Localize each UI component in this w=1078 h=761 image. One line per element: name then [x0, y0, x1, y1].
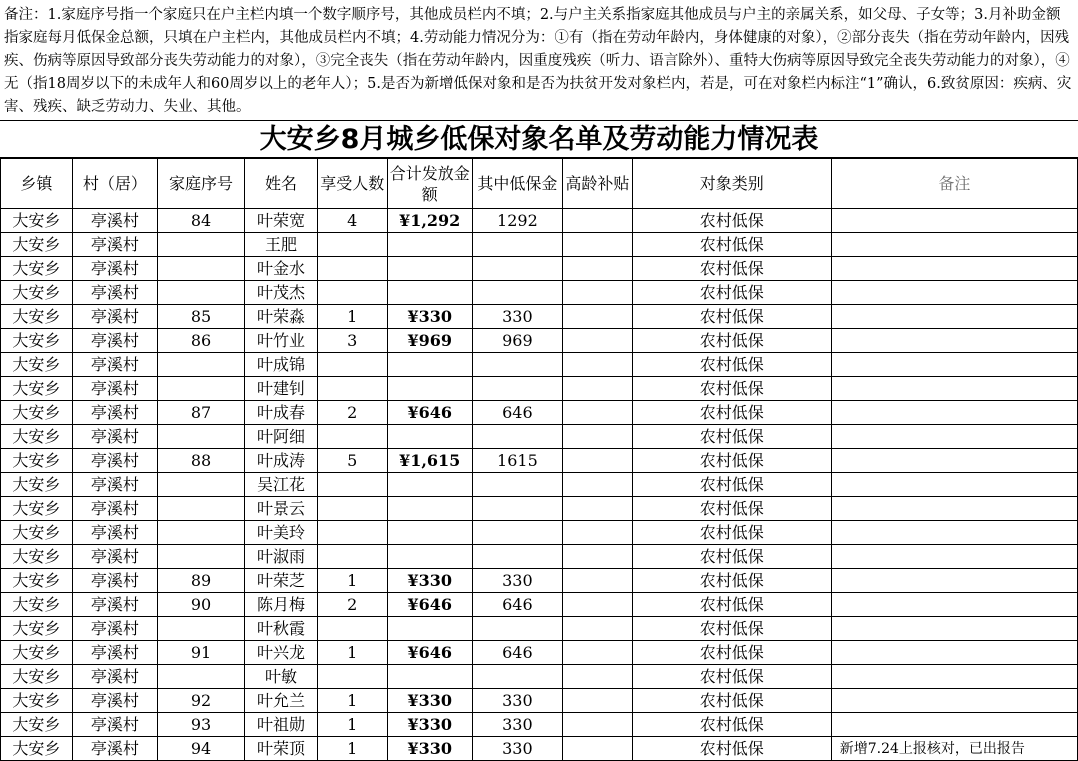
cell-town: 大安乡 [1, 593, 73, 617]
cell-total: ¥1,292 [387, 209, 472, 233]
col-header-town: 乡镇 [1, 159, 73, 209]
cell-remark [831, 305, 1077, 329]
cell-town: 大安乡 [1, 401, 73, 425]
cell-dibao [472, 473, 562, 497]
cell-remark [831, 473, 1077, 497]
cell-remark [831, 425, 1077, 449]
cell-village: 亭溪村 [72, 665, 157, 689]
cell-dibao [472, 665, 562, 689]
cell-dibao [472, 257, 562, 281]
cell-category: 农村低保 [632, 617, 831, 641]
cell-remark [831, 713, 1077, 737]
cell-family-no [157, 497, 244, 521]
cell-name: 叶竹业 [245, 329, 318, 353]
col-header-total: 合计发放金额 [387, 159, 472, 209]
cell-remark [831, 449, 1077, 473]
col-header-remark: 备注 [831, 159, 1077, 209]
cell-remark [831, 401, 1077, 425]
cell-elder-subsidy [563, 449, 633, 473]
cell-category: 农村低保 [632, 593, 831, 617]
cell-name: 叶敏 [245, 665, 318, 689]
cell-category: 农村低保 [632, 425, 831, 449]
cell-dibao: 330 [472, 569, 562, 593]
cell-count: 5 [317, 449, 387, 473]
cell-village: 亭溪村 [72, 545, 157, 569]
cell-elder-subsidy [563, 281, 633, 305]
col-header-village: 村（居） [72, 159, 157, 209]
cell-count [317, 497, 387, 521]
cell-name: 叶景云 [245, 497, 318, 521]
cell-elder-subsidy [563, 353, 633, 377]
table-row [1, 737, 1078, 761]
cell-town: 大安乡 [1, 449, 73, 473]
cell-name: 叶淑雨 [245, 545, 318, 569]
cell-category: 农村低保 [632, 281, 831, 305]
cell-count: 1 [317, 713, 387, 737]
cell-family-no: 86 [157, 329, 244, 353]
cell-town: 大安乡 [1, 209, 73, 233]
cell-elder-subsidy [563, 521, 633, 545]
cell-elder-subsidy [563, 737, 633, 761]
cell-elder-subsidy [563, 665, 633, 689]
cell-category: 农村低保 [632, 497, 831, 521]
cell-elder-subsidy [563, 209, 633, 233]
cell-elder-subsidy [563, 641, 633, 665]
cell-family-no [157, 665, 244, 689]
cell-town: 大安乡 [1, 737, 73, 761]
cell-count: 1 [317, 641, 387, 665]
cell-town: 大安乡 [1, 257, 73, 281]
cell-elder-subsidy [563, 377, 633, 401]
cell-name: 叶茂杰 [245, 281, 318, 305]
cell-dibao [472, 497, 562, 521]
cell-count [317, 545, 387, 569]
cell-elder-subsidy [563, 569, 633, 593]
cell-count: 2 [317, 401, 387, 425]
cell-village: 亭溪村 [72, 689, 157, 713]
table-title: 大安乡8月城乡低保对象名单及劳动能力情况表 [0, 121, 1078, 158]
cell-family-no [157, 281, 244, 305]
cell-total [387, 233, 472, 257]
cell-village: 亭溪村 [72, 329, 157, 353]
cell-family-no: 91 [157, 641, 244, 665]
cell-remark [831, 497, 1077, 521]
cell-family-no [157, 257, 244, 281]
cell-count [317, 425, 387, 449]
cell-count [317, 281, 387, 305]
cell-remark [831, 617, 1077, 641]
cell-town: 大安乡 [1, 233, 73, 257]
cell-category: 农村低保 [632, 641, 831, 665]
cell-total [387, 497, 472, 521]
table-row [1, 281, 1078, 305]
cell-name: 叶成涛 [245, 449, 318, 473]
col-header-count: 享受人数 [317, 159, 387, 209]
cell-total [387, 257, 472, 281]
cell-elder-subsidy [563, 473, 633, 497]
cell-family-no: 92 [157, 689, 244, 713]
cell-dibao [472, 617, 562, 641]
cell-dibao: 646 [472, 641, 562, 665]
cell-village: 亭溪村 [72, 401, 157, 425]
cell-dibao: 330 [472, 713, 562, 737]
cell-name: 叶祖勋 [245, 713, 318, 737]
cell-total [387, 281, 472, 305]
cell-total: ¥330 [387, 713, 472, 737]
table-row [1, 569, 1078, 593]
cell-count: 3 [317, 329, 387, 353]
col-header-family-no: 家庭序号 [157, 159, 244, 209]
cell-village: 亭溪村 [72, 641, 157, 665]
cell-town: 大安乡 [1, 689, 73, 713]
cell-name: 叶荣顶 [245, 737, 318, 761]
cell-remark [831, 209, 1077, 233]
cell-village: 亭溪村 [72, 473, 157, 497]
cell-dibao: 969 [472, 329, 562, 353]
cell-family-no [157, 617, 244, 641]
col-header-elder-subsidy: 高龄补贴 [563, 159, 633, 209]
cell-elder-subsidy [563, 497, 633, 521]
cell-total [387, 665, 472, 689]
table-row [1, 209, 1078, 233]
cell-elder-subsidy [563, 425, 633, 449]
table-row [1, 377, 1078, 401]
cell-name: 叶建钊 [245, 377, 318, 401]
cell-elder-subsidy [563, 617, 633, 641]
cell-town: 大安乡 [1, 617, 73, 641]
cell-town: 大安乡 [1, 665, 73, 689]
cell-family-no [157, 473, 244, 497]
cell-total [387, 425, 472, 449]
cell-remark [831, 233, 1077, 257]
cell-total: ¥330 [387, 737, 472, 761]
cell-family-no [157, 521, 244, 545]
table-row [1, 425, 1078, 449]
cell-category: 农村低保 [632, 377, 831, 401]
table-row [1, 233, 1078, 257]
notes-paragraph: 备注：1.家庭序号指一个家庭只在户主栏内填一个数字顺序号，其他成员栏内不填；2.与户主关系指家庭其他成员与户主的亲属关系，如父母、子女等；3.月补助金额指家庭每月低保金总额，只填在户主栏内，其他成员栏内不填；4.劳动能力情况分为：①有（指在劳动年龄内，身体健康的对象），②部分丧失（指在劳动年龄内，因残疾、伤病等原因导致部分丧失劳动能力的对象），③完全丧失（指在劳动年龄内，因重度残疾（听力、语言除外）、重特大伤病等原因导致完全丧失劳动能力的对象），④无（指18周岁以下的未成年人和60周岁以上的老年人）；5.是否为新增低保对象和是否为扶贫开发对象栏内，若是，可在对象栏内标注“1”确认，6.致贫原因：疾病、灾害、残疾、缺乏劳动力、失业、其他。 [0, 0, 1078, 121]
cell-family-no: 89 [157, 569, 244, 593]
cell-town: 大安乡 [1, 305, 73, 329]
cell-name: 陈月梅 [245, 593, 318, 617]
col-header-dibao: 其中低保金 [472, 159, 562, 209]
cell-dibao [472, 377, 562, 401]
cell-count: 1 [317, 569, 387, 593]
cell-total [387, 617, 472, 641]
cell-town: 大安乡 [1, 545, 73, 569]
table-row [1, 305, 1078, 329]
cell-count [317, 257, 387, 281]
cell-remark [831, 329, 1077, 353]
cell-family-no: 93 [157, 713, 244, 737]
cell-total: ¥969 [387, 329, 472, 353]
cell-dibao: 1615 [472, 449, 562, 473]
cell-name: 叶美玲 [245, 521, 318, 545]
cell-name: 叶荣芝 [245, 569, 318, 593]
cell-elder-subsidy [563, 233, 633, 257]
cell-remark [831, 641, 1077, 665]
cell-remark [831, 281, 1077, 305]
col-header-name: 姓名 [245, 159, 318, 209]
cell-village: 亭溪村 [72, 305, 157, 329]
cell-remark [831, 545, 1077, 569]
cell-remark: 新增7.24上报核对，已出报告 [831, 737, 1077, 761]
cell-elder-subsidy [563, 593, 633, 617]
cell-count [317, 353, 387, 377]
cell-village: 亭溪村 [72, 353, 157, 377]
table-row [1, 593, 1078, 617]
cell-category: 农村低保 [632, 665, 831, 689]
cell-remark [831, 665, 1077, 689]
cell-family-no: 88 [157, 449, 244, 473]
cell-count [317, 473, 387, 497]
cell-remark [831, 569, 1077, 593]
cell-category: 农村低保 [632, 689, 831, 713]
cell-total: ¥330 [387, 569, 472, 593]
cell-name: 叶阿细 [245, 425, 318, 449]
cell-village: 亭溪村 [72, 497, 157, 521]
cell-total: ¥330 [387, 689, 472, 713]
cell-village: 亭溪村 [72, 233, 157, 257]
cell-name: 叶金水 [245, 257, 318, 281]
cell-dibao [472, 545, 562, 569]
cell-dibao: 646 [472, 593, 562, 617]
cell-elder-subsidy [563, 257, 633, 281]
cell-family-no [157, 377, 244, 401]
cell-category: 农村低保 [632, 401, 831, 425]
cell-total [387, 473, 472, 497]
cell-name: 叶荣淼 [245, 305, 318, 329]
cell-family-no [157, 233, 244, 257]
cell-village: 亭溪村 [72, 569, 157, 593]
cell-total: ¥646 [387, 641, 472, 665]
cell-dibao [472, 353, 562, 377]
table-row [1, 689, 1078, 713]
cell-name: 叶成锦 [245, 353, 318, 377]
cell-remark [831, 593, 1077, 617]
cell-total: ¥1,615 [387, 449, 472, 473]
cell-family-no [157, 545, 244, 569]
cell-count: 4 [317, 209, 387, 233]
cell-elder-subsidy [563, 545, 633, 569]
cell-town: 大安乡 [1, 713, 73, 737]
cell-village: 亭溪村 [72, 281, 157, 305]
cell-total: ¥330 [387, 305, 472, 329]
table-row [1, 473, 1078, 497]
cell-dibao: 330 [472, 737, 562, 761]
cell-elder-subsidy [563, 689, 633, 713]
cell-dibao: 1292 [472, 209, 562, 233]
cell-name: 吴江花 [245, 473, 318, 497]
cell-elder-subsidy [563, 305, 633, 329]
cell-name: 叶成春 [245, 401, 318, 425]
col-header-category: 对象类别 [632, 159, 831, 209]
table-row [1, 713, 1078, 737]
cell-category: 农村低保 [632, 449, 831, 473]
cell-total [387, 545, 472, 569]
cell-count [317, 233, 387, 257]
cell-town: 大安乡 [1, 281, 73, 305]
cell-village: 亭溪村 [72, 449, 157, 473]
cell-total [387, 353, 472, 377]
recipients-table [0, 158, 1078, 761]
cell-category: 农村低保 [632, 209, 831, 233]
cell-dibao [472, 281, 562, 305]
cell-dibao: 330 [472, 305, 562, 329]
cell-town: 大安乡 [1, 425, 73, 449]
cell-village: 亭溪村 [72, 713, 157, 737]
table-row [1, 449, 1078, 473]
cell-name: 叶允兰 [245, 689, 318, 713]
cell-remark [831, 257, 1077, 281]
cell-count: 1 [317, 305, 387, 329]
table-row [1, 617, 1078, 641]
cell-category: 农村低保 [632, 713, 831, 737]
cell-remark [831, 521, 1077, 545]
cell-remark [831, 353, 1077, 377]
cell-town: 大安乡 [1, 497, 73, 521]
cell-family-no: 85 [157, 305, 244, 329]
cell-family-no: 87 [157, 401, 244, 425]
cell-village: 亭溪村 [72, 593, 157, 617]
cell-category: 农村低保 [632, 569, 831, 593]
table-row [1, 401, 1078, 425]
cell-total: ¥646 [387, 401, 472, 425]
cell-town: 大安乡 [1, 569, 73, 593]
cell-category: 农村低保 [632, 737, 831, 761]
table-row [1, 497, 1078, 521]
cell-category: 农村低保 [632, 329, 831, 353]
cell-dibao: 330 [472, 689, 562, 713]
cell-category: 农村低保 [632, 305, 831, 329]
cell-elder-subsidy [563, 713, 633, 737]
cell-total: ¥646 [387, 593, 472, 617]
table-row [1, 641, 1078, 665]
table-row [1, 257, 1078, 281]
cell-dibao: 646 [472, 401, 562, 425]
cell-count [317, 665, 387, 689]
cell-category: 农村低保 [632, 257, 831, 281]
cell-village: 亭溪村 [72, 257, 157, 281]
cell-family-no: 84 [157, 209, 244, 233]
cell-village: 亭溪村 [72, 617, 157, 641]
cell-total [387, 377, 472, 401]
cell-family-no: 90 [157, 593, 244, 617]
cell-remark [831, 377, 1077, 401]
cell-village: 亭溪村 [72, 377, 157, 401]
cell-total [387, 521, 472, 545]
cell-family-no [157, 425, 244, 449]
cell-category: 农村低保 [632, 545, 831, 569]
cell-name: 王肥 [245, 233, 318, 257]
cell-village: 亭溪村 [72, 425, 157, 449]
header-row [1, 159, 1078, 209]
table-row [1, 665, 1078, 689]
cell-village: 亭溪村 [72, 209, 157, 233]
cell-count [317, 617, 387, 641]
cell-town: 大安乡 [1, 473, 73, 497]
cell-name: 叶荣宽 [245, 209, 318, 233]
cell-town: 大安乡 [1, 377, 73, 401]
cell-family-no [157, 353, 244, 377]
cell-name: 叶兴龙 [245, 641, 318, 665]
cell-village: 亭溪村 [72, 521, 157, 545]
table-row [1, 353, 1078, 377]
cell-count: 1 [317, 689, 387, 713]
cell-elder-subsidy [563, 329, 633, 353]
cell-remark [831, 689, 1077, 713]
table-row [1, 521, 1078, 545]
cell-category: 农村低保 [632, 353, 831, 377]
cell-dibao [472, 521, 562, 545]
cell-village: 亭溪村 [72, 737, 157, 761]
cell-elder-subsidy [563, 401, 633, 425]
cell-category: 农村低保 [632, 473, 831, 497]
cell-dibao [472, 233, 562, 257]
table-row [1, 545, 1078, 569]
cell-town: 大安乡 [1, 353, 73, 377]
cell-town: 大安乡 [1, 521, 73, 545]
cell-category: 农村低保 [632, 521, 831, 545]
cell-family-no: 94 [157, 737, 244, 761]
cell-count [317, 377, 387, 401]
cell-town: 大安乡 [1, 641, 73, 665]
cell-category: 农村低保 [632, 233, 831, 257]
cell-town: 大安乡 [1, 329, 73, 353]
cell-name: 叶秋霞 [245, 617, 318, 641]
cell-count: 1 [317, 737, 387, 761]
cell-count [317, 521, 387, 545]
cell-dibao [472, 425, 562, 449]
cell-count: 2 [317, 593, 387, 617]
table-row [1, 329, 1078, 353]
